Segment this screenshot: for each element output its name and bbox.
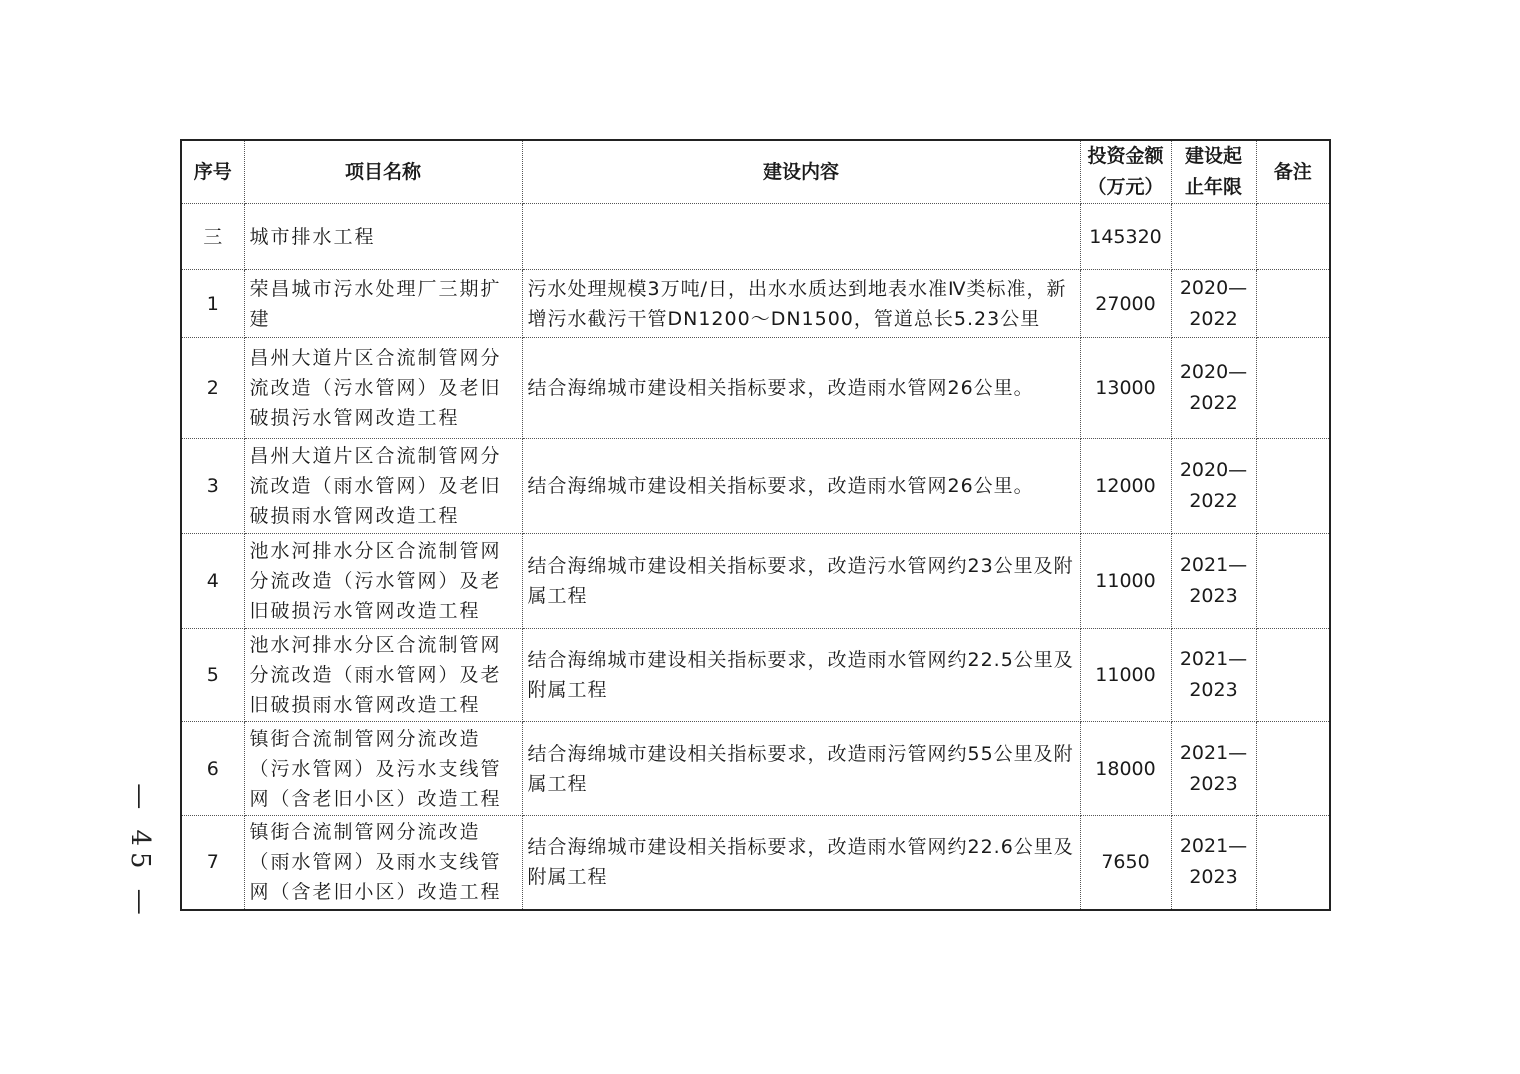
- row-year-end: 2023: [1189, 772, 1238, 795]
- page-number-text: — 45 —: [125, 783, 155, 921]
- section-content: [522, 204, 1080, 270]
- row-amount: 27000: [1080, 270, 1171, 338]
- row-amount: 13000: [1080, 338, 1171, 439]
- section-note: [1256, 204, 1330, 270]
- row-year-start: 2020—: [1179, 276, 1248, 299]
- row-amount: 12000: [1080, 439, 1171, 534]
- row-seq: 3: [181, 439, 244, 534]
- row-seq: 4: [181, 534, 244, 629]
- row-content: 结合海绵城市建设相关指标要求，改造污水管网约23公里及附属工程: [522, 534, 1080, 629]
- row-amount: 11000: [1080, 629, 1171, 722]
- header-content: 建设内容: [522, 140, 1080, 204]
- table-row: [181, 629, 1330, 722]
- row-years: [1171, 439, 1256, 534]
- header-years-line1: 建设起: [1184, 145, 1242, 167]
- row-content: 结合海绵城市建设相关指标要求，改造雨水管网26公里。: [522, 439, 1080, 534]
- row-note: [1256, 534, 1330, 629]
- row-content: 污水处理规模3万吨/日，出水水质达到地表水准Ⅳ类标准，新增污水截污干管DN1200～DN1500，管道总长5.23公里: [522, 270, 1080, 338]
- row-note: [1256, 338, 1330, 439]
- row-years: [1171, 722, 1256, 816]
- row-seq: 7: [181, 816, 244, 910]
- row-name: 昌州大道片区合流制管网分流改造（污水管网）及老旧破损污水管网改造工程: [244, 338, 522, 439]
- page-number: [120, 783, 160, 921]
- header-amount-line1: 投资金额: [1087, 145, 1164, 167]
- header-note: 备注: [1256, 140, 1330, 204]
- header-years: [1171, 140, 1256, 204]
- row-year-start: 2021—: [1179, 835, 1248, 858]
- row-name: 昌州大道片区合流制管网分流改造（雨水管网）及老旧破损雨水管网改造工程: [244, 439, 522, 534]
- table-row: [181, 534, 1330, 629]
- section-years: [1171, 204, 1256, 270]
- row-content: 结合海绵城市建设相关指标要求，改造雨污管网约55公里及附属工程: [522, 722, 1080, 816]
- row-name: 镇街合流制管网分流改造（雨水管网）及雨水支线管网（含老旧小区）改造工程: [244, 816, 522, 910]
- row-year-end: 2022: [1189, 307, 1238, 330]
- row-content: 结合海绵城市建设相关指标要求，改造雨水管网26公里。: [522, 338, 1080, 439]
- row-years: [1171, 338, 1256, 439]
- section-amount: 145320: [1080, 204, 1171, 270]
- table-row: [181, 338, 1330, 439]
- row-seq: 6: [181, 722, 244, 816]
- section-row: [181, 204, 1330, 270]
- table-row: [181, 270, 1330, 338]
- header-years-line2: 止年限: [1184, 176, 1242, 198]
- row-seq: 1: [181, 270, 244, 338]
- table-row: [181, 439, 1330, 534]
- header-seq: 序号: [181, 140, 244, 204]
- row-year-start: 2020—: [1179, 361, 1248, 383]
- row-note: [1256, 629, 1330, 722]
- table-row: [181, 816, 1330, 910]
- row-seq: 2: [181, 338, 244, 439]
- row-years: [1171, 534, 1256, 629]
- header-amount: [1080, 140, 1171, 204]
- row-name: 池水河排水分区合流制管网分流改造（雨水管网）及老旧破损雨水管网改造工程: [244, 629, 522, 722]
- section-seq: 三: [181, 204, 244, 270]
- table-header-row: [181, 140, 1330, 204]
- row-note: [1256, 439, 1330, 534]
- row-years: [1171, 816, 1256, 910]
- table-row: [181, 722, 1330, 816]
- row-year-end: 2023: [1189, 866, 1238, 889]
- row-year-start: 2020—: [1179, 459, 1248, 481]
- row-content: 结合海绵城市建设相关指标要求，改造雨水管网约22.5公里及附属工程: [522, 629, 1080, 722]
- row-seq: 5: [181, 629, 244, 722]
- row-name: 荣昌城市污水处理厂三期扩建: [244, 270, 522, 338]
- row-year-end: 2023: [1189, 585, 1238, 607]
- row-years: [1171, 270, 1256, 338]
- section-name: 城市排水工程: [244, 204, 522, 270]
- row-year-start: 2021—: [1179, 741, 1248, 764]
- row-amount: 18000: [1080, 722, 1171, 816]
- row-years: [1171, 629, 1256, 722]
- row-name: 池水河排水分区合流制管网分流改造（污水管网）及老旧破损污水管网改造工程: [244, 534, 522, 629]
- row-note: [1256, 270, 1330, 338]
- row-note: [1256, 722, 1330, 816]
- row-amount: 7650: [1080, 816, 1171, 910]
- row-year-end: 2022: [1189, 490, 1238, 512]
- row-year-end: 2023: [1189, 679, 1238, 701]
- row-year-end: 2022: [1189, 392, 1238, 414]
- row-content: 结合海绵城市建设相关指标要求，改造雨水管网约22.6公里及附属工程: [522, 816, 1080, 910]
- project-table: [180, 139, 1331, 911]
- row-year-start: 2021—: [1179, 554, 1248, 576]
- row-year-start: 2021—: [1179, 648, 1248, 670]
- row-name: 镇街合流制管网分流改造（污水管网）及污水支线管网（含老旧小区）改造工程: [244, 722, 522, 816]
- header-name: 项目名称: [244, 140, 522, 204]
- row-note: [1256, 816, 1330, 910]
- header-amount-line2: （万元）: [1087, 176, 1164, 198]
- row-amount: 11000: [1080, 534, 1171, 629]
